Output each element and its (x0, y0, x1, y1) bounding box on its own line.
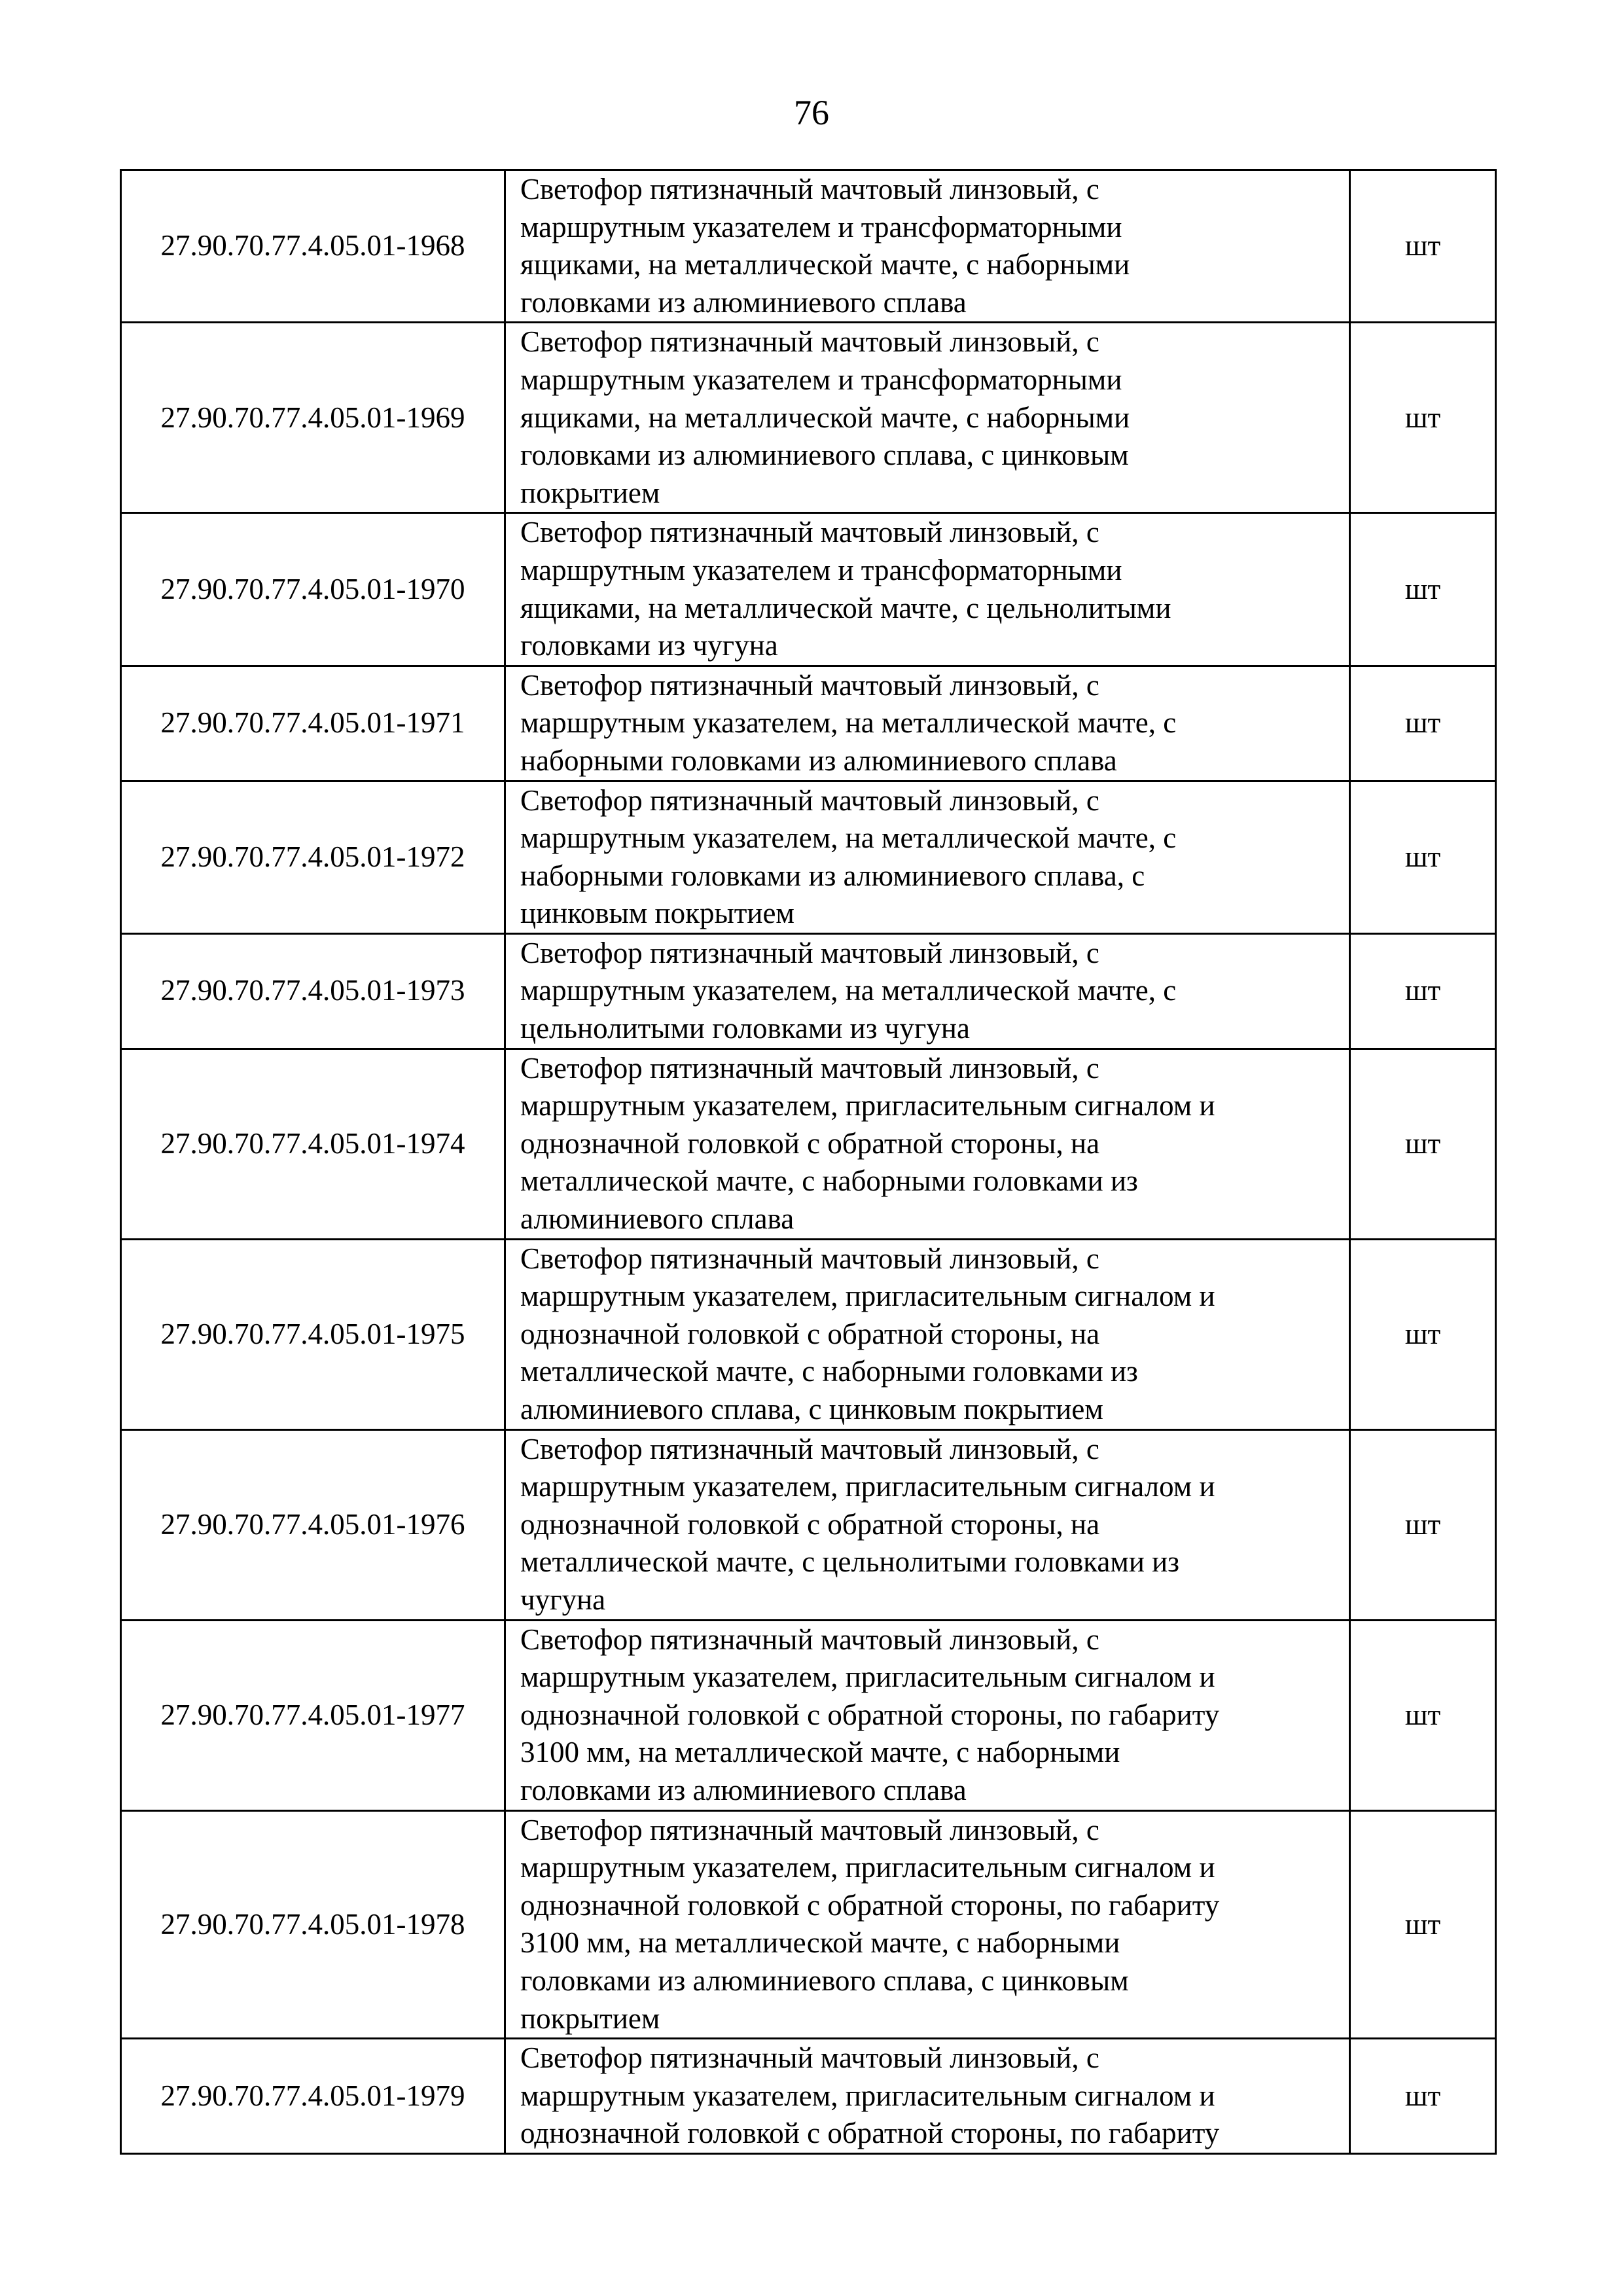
unit-of-measure: шт (1350, 1810, 1496, 2039)
description-line: Светофор пятизначный мачтовый линзовый, с (520, 1051, 1099, 1085)
description-line: наборными головками из алюминиевого сплава (520, 744, 1117, 777)
resource-code: 27.90.70.77.4.05.01-1974 (121, 1049, 505, 1239)
unit-of-measure: шт (1350, 933, 1496, 1049)
table-row (121, 1239, 1496, 1429)
description-line: маршрутным указателем и трансформаторными (520, 363, 1122, 396)
description-line: Светофор пятизначный мачтовый линзовый, с (520, 1813, 1099, 1846)
description-line: головками из чугуна (520, 629, 778, 662)
description-line: Светофор пятизначный мачтовый линзовый, с (520, 668, 1099, 702)
description-line: маршрутным указателем и трансформаторными (520, 553, 1122, 586)
resource-code: 27.90.70.77.4.05.01-1976 (121, 1429, 505, 1620)
resource-code: 27.90.70.77.4.05.01-1971 (121, 666, 505, 781)
unit-of-measure: шт (1350, 2039, 1496, 2154)
description-line: 3100 мм, на металлической мачте, с наборными (520, 1926, 1120, 1960)
resource-code: 27.90.70.77.4.05.01-1969 (121, 323, 505, 513)
description-line: алюминиевого сплава, с цинковым покрытием (520, 1393, 1103, 1426)
description-line: металлической мачте, с наборными головками из (520, 1355, 1138, 1388)
unit-of-measure: шт (1350, 781, 1496, 933)
description-line: цинковым покрытием (520, 897, 794, 930)
description-line: ящиками, на металлической мачте, с цельнолитыми (520, 591, 1171, 624)
table-row (121, 170, 1496, 323)
resource-code: 27.90.70.77.4.05.01-1972 (121, 781, 505, 933)
description-line: Светофор пятизначный мачтовый линзовый, с (520, 516, 1099, 549)
description-line: однозначной головкой с обратной стороны, на (520, 1317, 1100, 1350)
description-line: металлической мачте, с цельнолитыми головками из (520, 1545, 1180, 1579)
description-line: Светофор пятизначный мачтовый линзовый, с (520, 1242, 1099, 1275)
description-line: маршрутным указателем, пригласительным сигналом и (520, 2079, 1215, 2112)
resource-code: 27.90.70.77.4.05.01-1979 (121, 2039, 505, 2154)
table-row (121, 933, 1496, 1049)
description-line: наборными головками из алюминиевого сплава, с (520, 859, 1145, 892)
description-line: Светофор пятизначный мачтовый линзовый, с (520, 1623, 1099, 1656)
description-line: чугуна (520, 1583, 606, 1616)
description-line: однозначной головкой с обратной стороны, на (520, 1126, 1100, 1160)
description-line: маршрутным указателем, на металлической мачте, с (520, 974, 1177, 1007)
description-line: головками из алюминиевого сплава (520, 1773, 967, 1806)
resource-code: 27.90.70.77.4.05.01-1977 (121, 1620, 505, 1810)
description-line: маршрутным указателем, пригласительным сигналом и (520, 1089, 1215, 1122)
unit-of-measure: шт (1350, 323, 1496, 513)
resource-description (505, 1239, 1350, 1429)
description-line: покрытием (520, 2001, 660, 2035)
description-line: однозначной головкой с обратной стороны, по габариту (520, 1888, 1220, 1922)
table-row (121, 1049, 1496, 1239)
table-row (121, 513, 1496, 666)
table-row (121, 2039, 1496, 2154)
unit-of-measure: шт (1350, 513, 1496, 666)
resource-description (505, 1049, 1350, 1239)
description-line: маршрутным указателем, на металлической мачте, с (520, 821, 1177, 855)
table-row (121, 1429, 1496, 1620)
description-line: маршрутным указателем и трансформаторными (520, 210, 1122, 243)
table-row (121, 781, 1496, 933)
unit-of-measure: шт (1350, 1429, 1496, 1620)
description-line: маршрутным указателем, пригласительным сигналом и (520, 1851, 1215, 1884)
description-line: Светофор пятизначный мачтовый линзовый, с (520, 936, 1099, 969)
description-line: цельнолитыми головками из чугуна (520, 1012, 970, 1045)
resource-code: 27.90.70.77.4.05.01-1970 (121, 513, 505, 666)
table-body (121, 170, 1496, 2154)
description-line: головками из алюминиевого сплава, с цинковым (520, 1964, 1129, 1997)
description-line: Светофор пятизначный мачтовый линзовый, с (520, 2041, 1099, 2075)
unit-of-measure: шт (1350, 666, 1496, 781)
description-line: металлической мачте, с наборными головками из (520, 1164, 1138, 1198)
resource-description (505, 933, 1350, 1049)
table-row (121, 666, 1496, 781)
resource-description (505, 781, 1350, 933)
page-number: 76 (794, 93, 829, 132)
description-line: Светофор пятизначный мачтовый линзовый, с (520, 325, 1099, 359)
unit-of-measure: шт (1350, 1620, 1496, 1810)
description-line: однозначной головкой с обратной стороны, на (520, 1507, 1100, 1541)
description-line: Светофор пятизначный мачтовый линзовый, с (520, 783, 1099, 817)
description-line: однозначной головкой с обратной стороны, по габариту (520, 1698, 1220, 1731)
description-line: маршрутным указателем, пригласительным сигналом и (520, 1660, 1215, 1694)
description-line: ящиками, на металлической мачте, с наборными (520, 401, 1130, 434)
description-line: маршрутным указателем, пригласительным сигналом и (520, 1470, 1215, 1503)
description-line: покрытием (520, 476, 660, 509)
description-line: 3100 мм, на металлической мачте, с наборными (520, 1736, 1120, 1769)
description-line: головками из алюминиевого сплава (520, 285, 967, 319)
resource-description (505, 666, 1350, 781)
description-line: Светофор пятизначный мачтовый линзовый, с (520, 173, 1099, 206)
table-row (121, 1620, 1496, 1810)
resource-description (505, 1620, 1350, 1810)
resource-code: 27.90.70.77.4.05.01-1978 (121, 1810, 505, 2039)
resource-table (120, 169, 1497, 2155)
unit-of-measure: шт (1350, 170, 1496, 323)
description-line: Светофор пятизначный мачтовый линзовый, с (520, 1432, 1099, 1465)
table-row (121, 323, 1496, 513)
resource-code: 27.90.70.77.4.05.01-1973 (121, 933, 505, 1049)
description-line: маршрутным указателем, на металлической мачте, с (520, 706, 1177, 740)
unit-of-measure: шт (1350, 1049, 1496, 1239)
resource-description (505, 323, 1350, 513)
description-line: маршрутным указателем, пригласительным сигналом и (520, 1280, 1215, 1313)
description-line: однозначной головкой с обратной стороны, по габариту (520, 2117, 1220, 2150)
resource-description (505, 1429, 1350, 1620)
resource-description (505, 1810, 1350, 2039)
description-line: ящиками, на металлической мачте, с наборными (520, 248, 1130, 281)
resource-code: 27.90.70.77.4.05.01-1968 (121, 170, 505, 323)
description-line: головками из алюминиевого сплава, с цинковым (520, 439, 1129, 472)
description-line: алюминиевого сплава (520, 1202, 794, 1236)
resource-description (505, 170, 1350, 323)
resource-description (505, 513, 1350, 666)
unit-of-measure: шт (1350, 1239, 1496, 1429)
resource-code: 27.90.70.77.4.05.01-1975 (121, 1239, 505, 1429)
resource-description (505, 2039, 1350, 2154)
table-row (121, 1810, 1496, 2039)
